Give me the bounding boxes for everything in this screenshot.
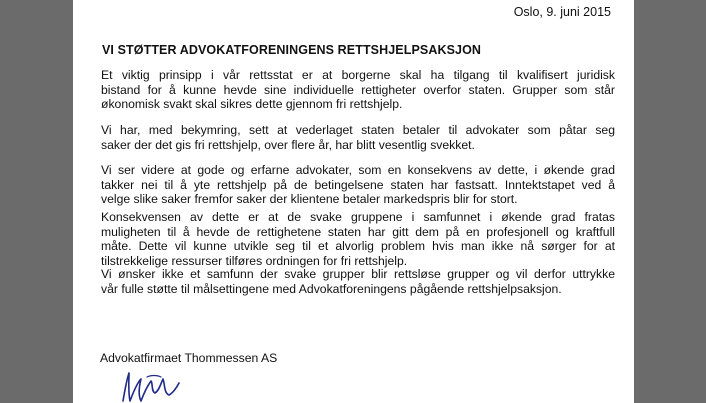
letter-date: Oslo, 9. juni 2015	[513, 5, 611, 19]
firm-name: Advokatfirmaet Thommessen AS	[100, 351, 278, 365]
paragraph-line: økonomisk svakt skal sikres dette gjennom fri rettshjelp.	[101, 97, 403, 111]
paragraph-4	[101, 210, 615, 268]
paragraph-line: saker der det gis fri rettshjelp, over flere år, har blitt vesentlig svekket.	[101, 137, 475, 152]
paragraph-line: takker nei til å yte rettshjelp på de betingelsene staten har fastsatt. Inntektstapet ved å	[101, 177, 615, 192]
paragraph-line: Vi har, med bekymring, sett at vederlaget staten betaler til advokater som påtar seg	[101, 123, 615, 137]
paragraph-5	[101, 267, 615, 296]
signature-icon	[117, 371, 197, 403]
paragraph-line: Et viktig prinsipp i vår rettsstat er at borgerne skal ha tilgang til kvalifisert juridisk	[101, 68, 615, 82]
paragraph-line: Vi ønsker ikke et samfunn der svake grupper blir rettsløse grupper og vil derfor uttrykke	[101, 267, 615, 281]
paragraph-line: muligheten til å hevde de rettighetene staten har gitt dem på en profesjonell og kraftfull	[101, 224, 615, 239]
paragraph-line: vår fulle støtte til målsettingene med Advokatforeningens pågående rettshjelpsaksjon.	[101, 281, 562, 296]
paragraph-line: måte. Dette vil kunne utvikle seg til et alvorlig problem hvis man ikke nå sørger for at	[101, 239, 615, 253]
paragraph-1	[101, 68, 615, 112]
letter-title: VI STØTTER ADVOKATFORENINGENS RETTSHJELPSAKSJON	[102, 43, 482, 57]
paragraph-line: velge slike saker fremfor saker der klientene betaler markedspris blir for stort.	[101, 192, 518, 206]
paragraph-2	[101, 123, 615, 152]
paragraph-line: tilstrekkelige ressurser tilføres ordningen for fri rettshjelp.	[101, 253, 408, 268]
paragraph-line: Vi ser videre at gode og erfarne advokater, som en konsekvens av dette, i økende grad	[101, 163, 615, 177]
letter-page	[73, 0, 634, 403]
paragraph-3	[101, 163, 615, 207]
paragraph-line: bistand for å kunne hevde sine individuelle rettigheter overfor staten. Grupper som står	[101, 82, 615, 97]
paragraph-line: Konsekvensen av dette er at de svake gruppene i samfunnet i økende grad fratas	[101, 210, 615, 224]
